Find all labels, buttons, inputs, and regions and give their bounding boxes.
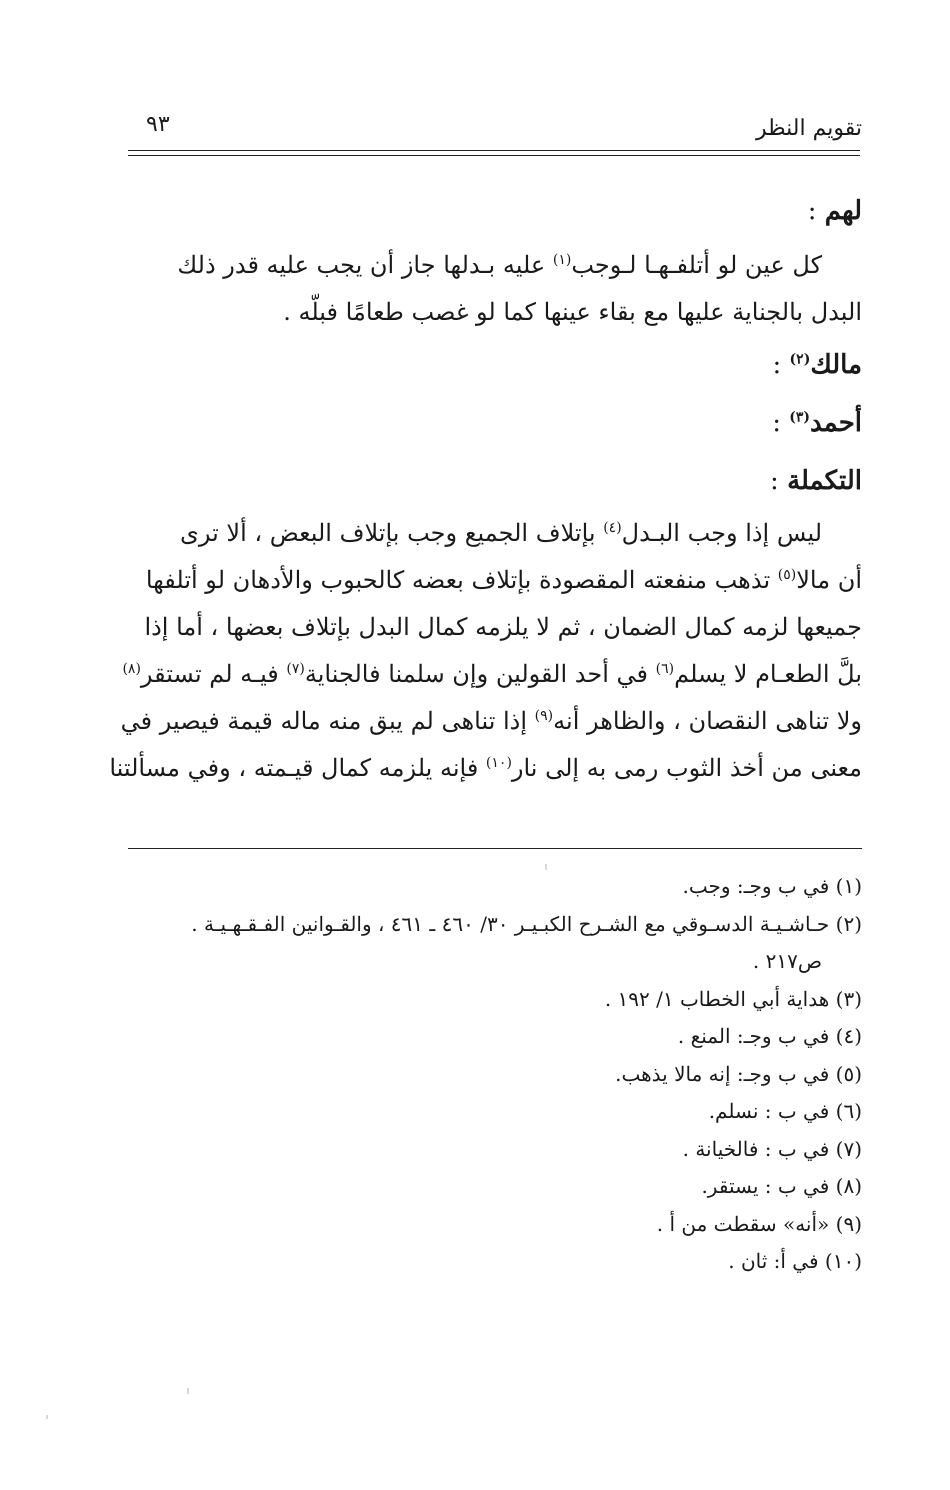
footnote-ref: (٤) [603, 520, 622, 536]
footnote-separator [128, 848, 862, 849]
footnote-ref: (١٠) [485, 755, 512, 771]
heading-takmila: التكملة : [770, 466, 862, 496]
footnote-item: (٨) في ب : يستقر. [701, 1174, 862, 1198]
text-line: ليس إذا وجب البـدل$^{(٤)}$ بإتلاف الجميع وجب بإتلاف البعض ، ألا ترى [180, 519, 822, 547]
footnote-item: (٤) في ب وجـ: المنع . [677, 1024, 862, 1048]
footnote-item: (٩) «أنه» سقطت من أ . [656, 1211, 862, 1236]
footnote-ref: (٨) [122, 661, 141, 677]
footnote-item: (٢) حـاشـيـة الدسـوقي مع الشـرح الكبـيـر ٣٠/ ٤٦٠ ـ ٤٦١ ، والقـوانين الفـقـهـيـة . ص٢١٧ . [122, 906, 862, 981]
scan-speck [46, 1415, 48, 1419]
footnote-ref: (٥) [777, 567, 797, 583]
scan-speck [187, 1388, 189, 1394]
text-line: أن مالا$^{(٥)}$ تذهب منفعته المقصودة بإتلاف بعضه كالحبوب والأدهان لو أتلفها [145, 566, 862, 594]
heading-malik: مالك$^{(٢)}$ : [772, 350, 862, 380]
footnote-item: (٦) في ب : نسلم. [708, 1099, 862, 1123]
footnote-ref: (٩) [534, 708, 554, 724]
footnote-item: (٣) هداية أبي الخطاب ١/ ١٩٢ . [604, 986, 862, 1011]
page-number: ٩٣ [146, 112, 170, 137]
text-line: كل عين لو أتلفـهـا لـوجب$^{(١)}$ عليه بـدلها جاز أن يجب عليه قدر ذلك [177, 251, 822, 279]
footnote-ref: (٢) [789, 351, 811, 368]
footnote-item: (٥) في ب وجـ: إنه مالا يذهب. [615, 1061, 862, 1086]
footnote-item: (١٠) في أ: ثان . [728, 1249, 862, 1273]
heading-ahmad: أحمد$^{(٣)}$ : [772, 408, 862, 438]
text-line: جميعها لزمه كمال الضمان ، ثم لا يلزمه كمال البدل بإتلاف بعضها ، أما إذا [144, 613, 862, 641]
heading-lahum: لهم : [807, 196, 862, 226]
footnote-item: (٧) في ب : فالخيانة . [682, 1136, 862, 1161]
footnote-ref: (١) [552, 252, 572, 268]
header-rule-thin [128, 155, 860, 156]
footnotes [122, 868, 862, 1281]
main-text [109, 180, 862, 792]
text-line: بلَّ الطعـام لا يسلم$^{(٦)}$ في أحد القولين وإن سلمنا فالجناية$^{(٧)}$ فيـه لم تستقر$^{(٨)}$ [122, 660, 862, 688]
footnote-item: (١) في ب وجـ: وجب. [682, 874, 862, 898]
text-line: البدل بالجناية عليها مع بقاء عينها كما لو غصب طعامًا فبلّه . [283, 298, 862, 326]
footnote-continuation: ص٢١٧ . [752, 949, 822, 973]
text-line: معنى من أخذ الثوب رمى به إلى نار$^{(١٠)}$ فإنه يلزمه كمال قيـمته ، وفي مسألتنا [109, 754, 862, 782]
text-line: ولا تناهى النقصان ، والظاهر أنه$^{(٩)}$ إذا تناهى لم يبق منه ماله قيمة فيصير في [120, 707, 862, 735]
footnote-ref: (٣) [789, 409, 811, 426]
header-rule [128, 150, 860, 151]
footnote-ref: (٦) [655, 661, 675, 677]
footnote-ref: (٧) [286, 661, 305, 677]
running-title: تقويم النظر [755, 116, 862, 141]
